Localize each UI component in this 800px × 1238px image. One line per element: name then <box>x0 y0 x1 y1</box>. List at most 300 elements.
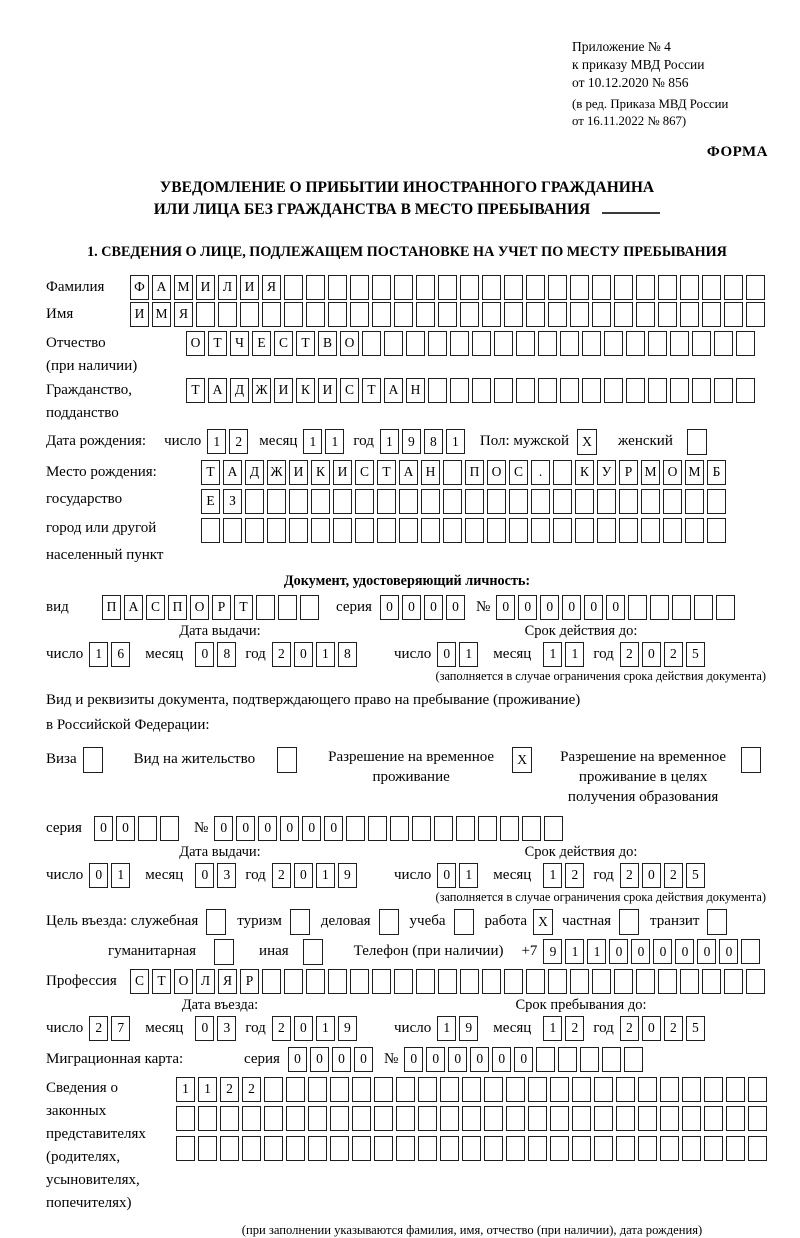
char-cell[interactable] <box>176 1136 195 1161</box>
char-cell[interactable] <box>692 378 711 403</box>
char-cell[interactable] <box>418 1106 437 1131</box>
char-cell[interactable]: Т <box>234 595 253 620</box>
char-cell[interactable] <box>570 969 589 994</box>
char-cell[interactable] <box>394 969 413 994</box>
char-cell[interactable] <box>350 275 369 300</box>
permit-issue-month-cells[interactable] <box>195 863 239 888</box>
char-cell[interactable] <box>528 1136 547 1161</box>
char-cell[interactable] <box>704 1077 723 1102</box>
char-cell[interactable] <box>575 489 594 514</box>
doc-issue-month-cells[interactable] <box>195 642 239 667</box>
char-cell[interactable] <box>482 302 501 327</box>
char-cell[interactable] <box>384 331 403 356</box>
char-cell[interactable] <box>308 1136 327 1161</box>
char-cell[interactable]: 0 <box>518 595 537 620</box>
char-cell[interactable] <box>374 1077 393 1102</box>
char-cell[interactable] <box>198 1106 217 1131</box>
char-cell[interactable] <box>394 302 413 327</box>
char-cell[interactable] <box>330 1106 349 1131</box>
char-cell[interactable] <box>548 969 567 994</box>
char-cell[interactable]: С <box>130 969 149 994</box>
char-cell[interactable] <box>504 969 523 994</box>
char-cell[interactable]: 7 <box>111 1016 130 1041</box>
char-cell[interactable] <box>504 302 523 327</box>
char-cell[interactable]: У <box>597 460 616 485</box>
char-cell[interactable] <box>500 816 519 841</box>
char-cell[interactable] <box>746 969 765 994</box>
char-cell[interactable] <box>377 489 396 514</box>
purpose-business-checkbox[interactable] <box>379 909 402 935</box>
doc-valid-day-cells[interactable] <box>437 642 481 667</box>
char-cell[interactable]: О <box>663 460 682 485</box>
char-cell[interactable] <box>494 331 513 356</box>
char-cell[interactable] <box>663 489 682 514</box>
purpose-private-checkbox[interactable] <box>619 909 642 935</box>
char-cell[interactable] <box>619 518 638 543</box>
char-cell[interactable] <box>416 275 435 300</box>
char-cell[interactable]: 0 <box>609 939 628 964</box>
char-cell[interactable]: 1 <box>303 429 322 454</box>
char-cell[interactable] <box>550 1077 569 1102</box>
char-cell[interactable]: 1 <box>565 642 584 667</box>
char-cell[interactable] <box>218 302 237 327</box>
char-cell[interactable]: Т <box>377 460 396 485</box>
char-cell[interactable] <box>482 275 501 300</box>
char-cell[interactable]: А <box>399 460 418 485</box>
char-cell[interactable] <box>396 1106 415 1131</box>
char-cell[interactable] <box>399 518 418 543</box>
char-cell[interactable]: 1 <box>176 1077 195 1102</box>
char-cell[interactable] <box>406 331 425 356</box>
char-cell[interactable]: 0 <box>402 595 421 620</box>
char-cell[interactable] <box>264 1136 283 1161</box>
char-cell[interactable]: К <box>311 460 330 485</box>
char-cell[interactable] <box>658 275 677 300</box>
char-cell[interactable] <box>374 1136 393 1161</box>
char-cell[interactable] <box>702 302 721 327</box>
char-cell[interactable] <box>509 489 528 514</box>
char-cell[interactable] <box>484 1077 503 1102</box>
char-cell[interactable] <box>619 909 639 935</box>
char-cell[interactable] <box>716 595 735 620</box>
char-cell[interactable]: 1 <box>459 642 478 667</box>
char-cell[interactable] <box>245 518 264 543</box>
char-cell[interactable] <box>245 489 264 514</box>
char-cell[interactable]: 0 <box>448 1047 467 1072</box>
char-cell[interactable]: 8 <box>338 642 357 667</box>
birth-month-cells[interactable] <box>303 429 347 454</box>
char-cell[interactable]: 0 <box>236 816 255 841</box>
permit-issue-day-cells[interactable] <box>89 863 133 888</box>
char-cell[interactable] <box>346 816 365 841</box>
char-cell[interactable]: 0 <box>653 939 672 964</box>
char-cell[interactable] <box>736 331 755 356</box>
char-cell[interactable] <box>724 302 743 327</box>
char-cell[interactable] <box>638 1106 657 1131</box>
char-cell[interactable] <box>440 1136 459 1161</box>
char-cell[interactable]: 0 <box>606 595 625 620</box>
char-cell[interactable]: 1 <box>565 939 584 964</box>
phone-cells[interactable] <box>543 939 763 964</box>
char-cell[interactable] <box>306 302 325 327</box>
char-cell[interactable]: 2 <box>620 642 639 667</box>
stay-day-cells[interactable] <box>437 1016 481 1041</box>
char-cell[interactable] <box>670 331 689 356</box>
char-cell[interactable] <box>196 302 215 327</box>
char-cell[interactable] <box>438 275 457 300</box>
char-cell[interactable]: А <box>384 378 403 403</box>
char-cell[interactable] <box>626 378 645 403</box>
char-cell[interactable]: 0 <box>642 863 661 888</box>
char-cell[interactable] <box>602 1047 621 1072</box>
char-cell[interactable] <box>460 275 479 300</box>
char-cell[interactable] <box>412 816 431 841</box>
char-cell[interactable] <box>680 969 699 994</box>
char-cell[interactable] <box>138 816 157 841</box>
representatives-row3-cells[interactable] <box>176 1136 770 1161</box>
char-cell[interactable] <box>278 595 297 620</box>
char-cell[interactable] <box>206 909 226 935</box>
permit-valid-year-cells[interactable] <box>620 863 708 888</box>
char-cell[interactable] <box>494 378 513 403</box>
char-cell[interactable]: 1 <box>316 1016 335 1041</box>
char-cell[interactable] <box>636 275 655 300</box>
char-cell[interactable]: 0 <box>258 816 277 841</box>
char-cell[interactable] <box>638 1077 657 1102</box>
char-cell[interactable]: 0 <box>697 939 716 964</box>
char-cell[interactable]: 9 <box>459 1016 478 1041</box>
char-cell[interactable]: 0 <box>719 939 738 964</box>
char-cell[interactable]: П <box>168 595 187 620</box>
char-cell[interactable] <box>242 1136 261 1161</box>
char-cell[interactable] <box>399 489 418 514</box>
char-cell[interactable] <box>460 302 479 327</box>
char-cell[interactable] <box>83 747 103 773</box>
char-cell[interactable] <box>374 1106 393 1131</box>
char-cell[interactable]: X <box>512 747 532 773</box>
char-cell[interactable] <box>592 275 611 300</box>
char-cell[interactable]: 2 <box>272 642 291 667</box>
char-cell[interactable]: 1 <box>437 1016 456 1041</box>
char-cell[interactable]: С <box>274 331 293 356</box>
char-cell[interactable] <box>290 909 310 935</box>
char-cell[interactable]: 0 <box>310 1047 329 1072</box>
char-cell[interactable] <box>560 378 579 403</box>
permit-series-cells[interactable] <box>94 816 182 841</box>
char-cell[interactable] <box>628 595 647 620</box>
char-cell[interactable]: 0 <box>426 1047 445 1072</box>
char-cell[interactable] <box>355 518 374 543</box>
char-cell[interactable]: 2 <box>664 1016 683 1041</box>
char-cell[interactable]: Т <box>362 378 381 403</box>
char-cell[interactable]: С <box>340 378 359 403</box>
char-cell[interactable]: 0 <box>540 595 559 620</box>
birth-year-cells[interactable] <box>380 429 468 454</box>
char-cell[interactable]: 3 <box>217 1016 236 1041</box>
char-cell[interactable] <box>306 969 325 994</box>
char-cell[interactable]: Р <box>240 969 259 994</box>
char-cell[interactable]: Д <box>245 460 264 485</box>
char-cell[interactable] <box>694 595 713 620</box>
char-cell[interactable] <box>619 489 638 514</box>
char-cell[interactable] <box>300 595 319 620</box>
birthplace-row1-cells[interactable] <box>201 460 729 485</box>
char-cell[interactable] <box>198 1136 217 1161</box>
char-cell[interactable] <box>289 518 308 543</box>
char-cell[interactable] <box>372 302 391 327</box>
char-cell[interactable] <box>267 489 286 514</box>
char-cell[interactable] <box>594 1136 613 1161</box>
char-cell[interactable] <box>682 1106 701 1131</box>
purpose-work-checkbox[interactable] <box>533 909 556 935</box>
char-cell[interactable] <box>604 331 623 356</box>
sex-male-checkbox[interactable] <box>577 429 600 455</box>
char-cell[interactable] <box>377 518 396 543</box>
char-cell[interactable]: И <box>240 275 259 300</box>
char-cell[interactable] <box>352 1136 371 1161</box>
representatives-row2-cells[interactable] <box>176 1106 770 1131</box>
char-cell[interactable] <box>267 518 286 543</box>
char-cell[interactable]: 1 <box>380 429 399 454</box>
char-cell[interactable] <box>704 1136 723 1161</box>
char-cell[interactable] <box>572 1136 591 1161</box>
char-cell[interactable]: И <box>196 275 215 300</box>
char-cell[interactable]: 1 <box>207 429 226 454</box>
char-cell[interactable]: Ф <box>130 275 149 300</box>
char-cell[interactable] <box>421 489 440 514</box>
char-cell[interactable] <box>616 1136 635 1161</box>
temp-residence-checkbox[interactable] <box>512 747 535 773</box>
birth-day-cells[interactable] <box>207 429 251 454</box>
char-cell[interactable] <box>548 275 567 300</box>
char-cell[interactable]: Я <box>218 969 237 994</box>
char-cell[interactable] <box>616 1077 635 1102</box>
char-cell[interactable] <box>286 1106 305 1131</box>
char-cell[interactable]: О <box>340 331 359 356</box>
char-cell[interactable]: 0 <box>195 1016 214 1041</box>
migration-series-cells[interactable] <box>288 1047 376 1072</box>
citizenship-cells[interactable] <box>186 378 758 403</box>
char-cell[interactable]: 1 <box>316 863 335 888</box>
char-cell[interactable]: О <box>174 969 193 994</box>
char-cell[interactable]: Л <box>196 969 215 994</box>
char-cell[interactable]: 6 <box>111 642 130 667</box>
char-cell[interactable] <box>687 429 707 455</box>
char-cell[interactable] <box>478 816 497 841</box>
char-cell[interactable]: 0 <box>89 863 108 888</box>
char-cell[interactable] <box>328 302 347 327</box>
residence-permit-checkbox[interactable] <box>277 747 300 773</box>
char-cell[interactable] <box>704 1106 723 1131</box>
char-cell[interactable] <box>284 275 303 300</box>
char-cell[interactable] <box>220 1136 239 1161</box>
char-cell[interactable] <box>465 489 484 514</box>
char-cell[interactable]: 9 <box>402 429 421 454</box>
char-cell[interactable]: 0 <box>642 642 661 667</box>
char-cell[interactable] <box>328 969 347 994</box>
char-cell[interactable]: 0 <box>424 595 443 620</box>
char-cell[interactable]: 1 <box>543 1016 562 1041</box>
char-cell[interactable] <box>726 1136 745 1161</box>
char-cell[interactable] <box>350 302 369 327</box>
char-cell[interactable] <box>570 275 589 300</box>
entry-day-cells[interactable] <box>89 1016 133 1041</box>
char-cell[interactable] <box>456 816 475 841</box>
char-cell[interactable]: О <box>186 331 205 356</box>
char-cell[interactable] <box>311 518 330 543</box>
char-cell[interactable] <box>580 1047 599 1072</box>
char-cell[interactable] <box>438 969 457 994</box>
char-cell[interactable]: 1 <box>543 642 562 667</box>
birthplace-row3-cells[interactable] <box>201 518 729 543</box>
char-cell[interactable] <box>355 489 374 514</box>
char-cell[interactable]: 1 <box>587 939 606 964</box>
char-cell[interactable]: 2 <box>220 1077 239 1102</box>
char-cell[interactable] <box>333 489 352 514</box>
char-cell[interactable]: В <box>318 331 337 356</box>
char-cell[interactable]: 0 <box>675 939 694 964</box>
char-cell[interactable] <box>636 302 655 327</box>
char-cell[interactable] <box>714 331 733 356</box>
char-cell[interactable]: 3 <box>217 863 236 888</box>
char-cell[interactable]: П <box>102 595 121 620</box>
char-cell[interactable]: 2 <box>272 1016 291 1041</box>
char-cell[interactable]: Е <box>252 331 271 356</box>
char-cell[interactable]: 2 <box>664 642 683 667</box>
doc-type-cells[interactable] <box>102 595 322 620</box>
char-cell[interactable] <box>416 969 435 994</box>
migration-number-cells[interactable] <box>404 1047 646 1072</box>
char-cell[interactable] <box>670 378 689 403</box>
char-cell[interactable] <box>242 1106 261 1131</box>
char-cell[interactable] <box>350 969 369 994</box>
entry-year-cells[interactable] <box>272 1016 360 1041</box>
char-cell[interactable]: 0 <box>514 1047 533 1072</box>
char-cell[interactable] <box>506 1077 525 1102</box>
char-cell[interactable] <box>597 518 616 543</box>
char-cell[interactable] <box>421 518 440 543</box>
char-cell[interactable] <box>284 969 303 994</box>
char-cell[interactable] <box>736 378 755 403</box>
char-cell[interactable]: И <box>130 302 149 327</box>
char-cell[interactable] <box>660 1106 679 1131</box>
char-cell[interactable]: 0 <box>116 816 135 841</box>
doc-number-cells[interactable] <box>496 595 738 620</box>
char-cell[interactable]: 2 <box>89 1016 108 1041</box>
char-cell[interactable] <box>362 331 381 356</box>
char-cell[interactable] <box>582 331 601 356</box>
char-cell[interactable] <box>726 1077 745 1102</box>
char-cell[interactable] <box>428 331 447 356</box>
char-cell[interactable]: А <box>208 378 227 403</box>
char-cell[interactable]: 0 <box>562 595 581 620</box>
char-cell[interactable]: 1 <box>89 642 108 667</box>
doc-valid-year-cells[interactable] <box>620 642 708 667</box>
purpose-tourism-checkbox[interactable] <box>290 909 313 935</box>
char-cell[interactable]: 0 <box>470 1047 489 1072</box>
char-cell[interactable] <box>264 1106 283 1131</box>
char-cell[interactable]: С <box>355 460 374 485</box>
char-cell[interactable]: 2 <box>272 863 291 888</box>
char-cell[interactable] <box>443 460 462 485</box>
char-cell[interactable] <box>648 331 667 356</box>
char-cell[interactable] <box>472 331 491 356</box>
purpose-humanitarian-checkbox[interactable] <box>214 939 237 965</box>
char-cell[interactable] <box>616 1106 635 1131</box>
char-cell[interactable] <box>462 1077 481 1102</box>
char-cell[interactable]: М <box>174 275 193 300</box>
char-cell[interactable]: 9 <box>338 1016 357 1041</box>
char-cell[interactable] <box>582 378 601 403</box>
char-cell[interactable] <box>176 1106 195 1131</box>
char-cell[interactable] <box>641 518 660 543</box>
char-cell[interactable]: К <box>296 378 315 403</box>
char-cell[interactable] <box>482 969 501 994</box>
char-cell[interactable] <box>746 302 765 327</box>
char-cell[interactable]: 0 <box>404 1047 423 1072</box>
char-cell[interactable]: И <box>318 378 337 403</box>
char-cell[interactable]: Т <box>152 969 171 994</box>
char-cell[interactable] <box>558 1047 577 1072</box>
char-cell[interactable]: Ч <box>230 331 249 356</box>
char-cell[interactable]: И <box>289 460 308 485</box>
char-cell[interactable] <box>440 1106 459 1131</box>
purpose-official-checkbox[interactable] <box>206 909 229 935</box>
char-cell[interactable]: Н <box>421 460 440 485</box>
char-cell[interactable] <box>509 518 528 543</box>
char-cell[interactable] <box>641 489 660 514</box>
char-cell[interactable] <box>504 275 523 300</box>
char-cell[interactable]: Д <box>230 378 249 403</box>
char-cell[interactable] <box>487 489 506 514</box>
stay-year-cells[interactable] <box>620 1016 708 1041</box>
char-cell[interactable] <box>372 969 391 994</box>
char-cell[interactable] <box>289 489 308 514</box>
char-cell[interactable] <box>308 1106 327 1131</box>
char-cell[interactable] <box>560 331 579 356</box>
char-cell[interactable] <box>636 969 655 994</box>
char-cell[interactable]: Ж <box>252 378 271 403</box>
char-cell[interactable] <box>506 1136 525 1161</box>
char-cell[interactable] <box>472 378 491 403</box>
char-cell[interactable] <box>308 1077 327 1102</box>
char-cell[interactable]: 0 <box>214 816 233 841</box>
char-cell[interactable] <box>240 302 259 327</box>
char-cell[interactable]: 8 <box>424 429 443 454</box>
char-cell[interactable]: X <box>533 909 553 935</box>
char-cell[interactable]: 0 <box>195 642 214 667</box>
char-cell[interactable]: 0 <box>437 642 456 667</box>
char-cell[interactable] <box>352 1077 371 1102</box>
char-cell[interactable] <box>550 1106 569 1131</box>
char-cell[interactable] <box>277 747 297 773</box>
char-cell[interactable] <box>707 489 726 514</box>
char-cell[interactable]: 0 <box>288 1047 307 1072</box>
char-cell[interactable]: А <box>152 275 171 300</box>
char-cell[interactable]: 2 <box>620 1016 639 1041</box>
char-cell[interactable] <box>726 1106 745 1131</box>
char-cell[interactable] <box>484 1106 503 1131</box>
char-cell[interactable]: Т <box>186 378 205 403</box>
char-cell[interactable]: Я <box>262 275 281 300</box>
entry-month-cells[interactable] <box>195 1016 239 1041</box>
char-cell[interactable]: С <box>146 595 165 620</box>
char-cell[interactable] <box>484 1136 503 1161</box>
char-cell[interactable] <box>462 1136 481 1161</box>
given-name-cells[interactable] <box>130 302 768 327</box>
char-cell[interactable] <box>592 969 611 994</box>
char-cell[interactable]: 0 <box>446 595 465 620</box>
